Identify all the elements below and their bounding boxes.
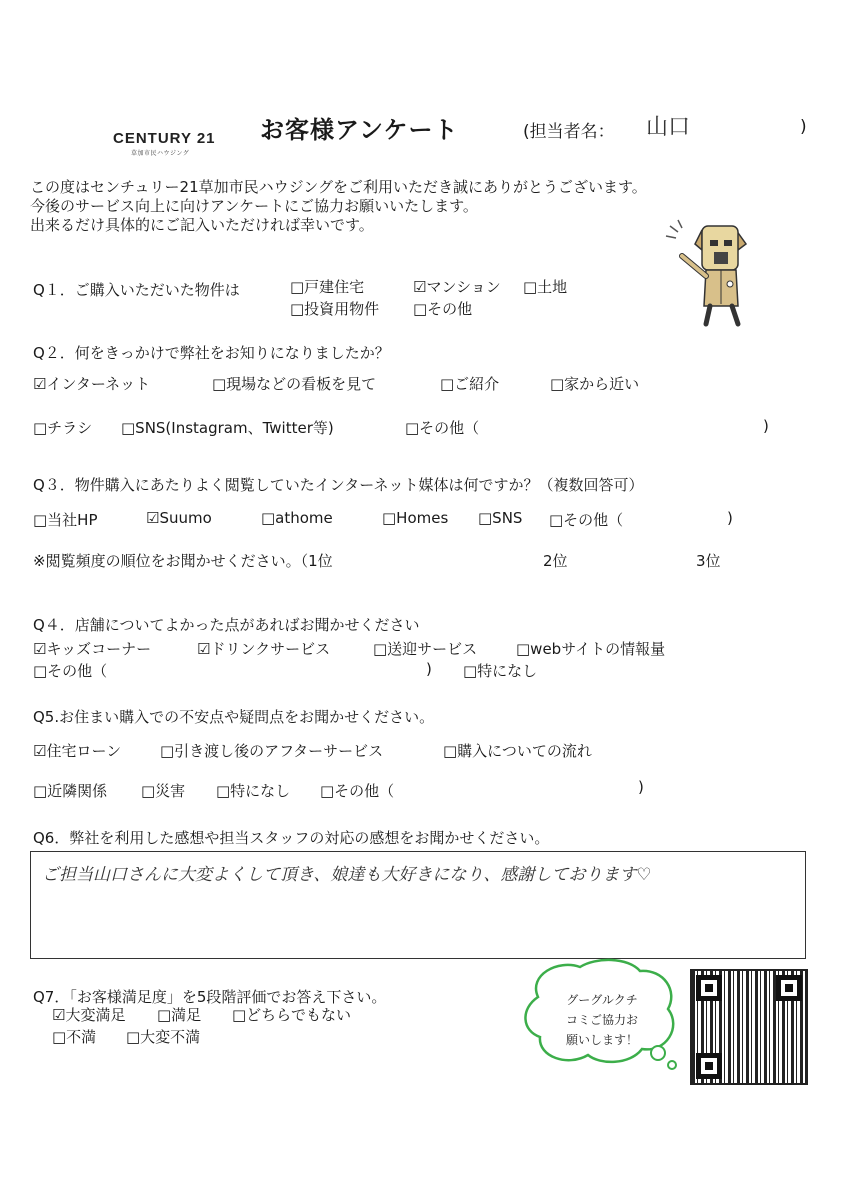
q3-question: Q３．物件購入にあたりよく閲覧していたインターネット媒体は何ですか？（複数回答可）	[33, 476, 644, 494]
qr-code-icon[interactable]	[690, 969, 808, 1085]
q3-other-close: )	[727, 509, 733, 527]
q5-other-close: )	[638, 778, 644, 796]
century21-logo: CENTURY 21	[113, 130, 216, 147]
q5-option-after-service[interactable]: □引き渡し後のアフターサービス	[160, 742, 384, 760]
q2-option-other[interactable]: □その他（	[405, 419, 480, 437]
company-subname: 草加市民ハウジング	[131, 150, 190, 157]
q3-option-other[interactable]: □その他（	[549, 511, 624, 529]
q2-question: Q２．何をきっかけで弊社をお知りになりましたか？	[33, 344, 390, 362]
qr-finder-top-right	[776, 975, 802, 1001]
staff-close-paren: )	[800, 117, 807, 137]
q7-option-very-dissatisfied[interactable]: □大変不満	[126, 1028, 201, 1046]
q3-option-homes[interactable]: □Homes	[382, 509, 449, 527]
q2-option-internet[interactable]: ☑インターネット	[33, 375, 151, 393]
q5-option-loan[interactable]: ☑住宅ローン	[33, 742, 122, 760]
q3-rank-3: 3位	[696, 552, 721, 570]
q7-option-neutral[interactable]: □どちらでもない	[232, 1006, 352, 1024]
intro-line-1: この度はセンチュリー21草加市民ハウジングをご利用いただき誠にありがとうございます。	[30, 178, 647, 196]
q2-other-close: )	[763, 417, 769, 435]
q2-option-referral[interactable]: □ご紹介	[440, 375, 500, 393]
q5-option-disaster[interactable]: □災害	[141, 782, 186, 800]
bubble-line-2: コミご協力お	[565, 1013, 638, 1027]
qr-finder-bottom-left	[696, 1053, 722, 1079]
q7-question: Q7．「お客様満足度」を5段階評価でお答え下さい。	[33, 988, 387, 1006]
q3-option-suumo[interactable]: ☑Suumo	[146, 509, 212, 527]
q4-question: Q４．店舗についてよかった点があればお聞かせください	[33, 616, 420, 634]
q3-rank-2: 2位	[543, 552, 568, 570]
bubble-line-1: グーグルクチ	[566, 993, 638, 1007]
q2-option-near-home[interactable]: □家から近い	[550, 375, 640, 393]
staff-name: 山口	[646, 115, 691, 140]
q2-option-sns[interactable]: □SNS(Instagram、Twitter等)	[121, 419, 334, 437]
q5-option-other[interactable]: □その他（	[320, 782, 395, 800]
q3-option-athome[interactable]: □athome	[261, 509, 333, 527]
q5-option-purchase-flow[interactable]: □購入についての流れ	[443, 742, 592, 760]
q2-option-flyer[interactable]: □チラシ	[33, 419, 93, 437]
q3-option-sns[interactable]: □SNS	[478, 509, 523, 527]
q4-option-shuttle[interactable]: □送迎サービス	[373, 640, 478, 658]
q1-option-land[interactable]: □土地	[523, 278, 568, 296]
q7-option-dissatisfied[interactable]: □不満	[52, 1028, 97, 1046]
q2-option-signboard[interactable]: □現場などの看板を見て	[212, 375, 377, 393]
q4-option-kids-corner[interactable]: ☑キッズコーナー	[33, 640, 152, 658]
q6-handwritten-answer: ご担当山口さんに大変よくして頂き、娘達も大好きになり、感謝しております♡	[42, 865, 652, 885]
q4-option-other[interactable]: □その他（	[33, 662, 108, 680]
q1-question: Q１．ご購入いただいた物件は	[33, 281, 240, 299]
q7-option-very-satisfied[interactable]: ☑大変満足	[52, 1006, 126, 1024]
q4-option-none[interactable]: □特になし	[463, 662, 538, 680]
q4-option-drink[interactable]: ☑ドリンクサービス	[197, 640, 331, 658]
q5-option-none[interactable]: □特になし	[216, 782, 291, 800]
q4-option-website[interactable]: □webサイトの情報量	[516, 640, 666, 658]
q4-other-close: )	[426, 660, 432, 678]
q3-rank-prompt: ※閲覧頻度の順位をお聞かせください。（1位	[33, 552, 333, 570]
intro-line-3: 出来るだけ具体的にご記入いただければ幸いです。	[30, 216, 374, 234]
q6-question: Q6．弊社を利用した感想や担当スタッフの対応の感想をお聞かせください。	[33, 829, 550, 847]
intro-line-2: 今後のサービス向上に向けアンケートにご協力お願いいたします。	[30, 197, 478, 215]
q1-option-investment[interactable]: □投資用物件	[290, 300, 380, 318]
q3-option-company-hp[interactable]: □当社HP	[33, 511, 98, 529]
q1-option-house[interactable]: □戸建住宅	[290, 278, 365, 296]
staff-label: (担当者名：	[523, 122, 615, 142]
page-title: お客様アンケート	[260, 116, 459, 144]
q5-option-neighbors[interactable]: □近隣関係	[33, 782, 108, 800]
q1-option-other[interactable]: □その他	[413, 300, 473, 318]
bubble-line-3: 願いします！	[565, 1033, 638, 1047]
q7-option-satisfied[interactable]: □満足	[157, 1006, 202, 1024]
qr-finder-top-left	[696, 975, 722, 1001]
dog-mascot-icon	[660, 212, 760, 332]
q1-option-mansion[interactable]: ☑マンション	[413, 278, 501, 296]
q5-question: Q5.お住まい購入での不安点や疑問点をお聞かせください。	[33, 708, 435, 726]
